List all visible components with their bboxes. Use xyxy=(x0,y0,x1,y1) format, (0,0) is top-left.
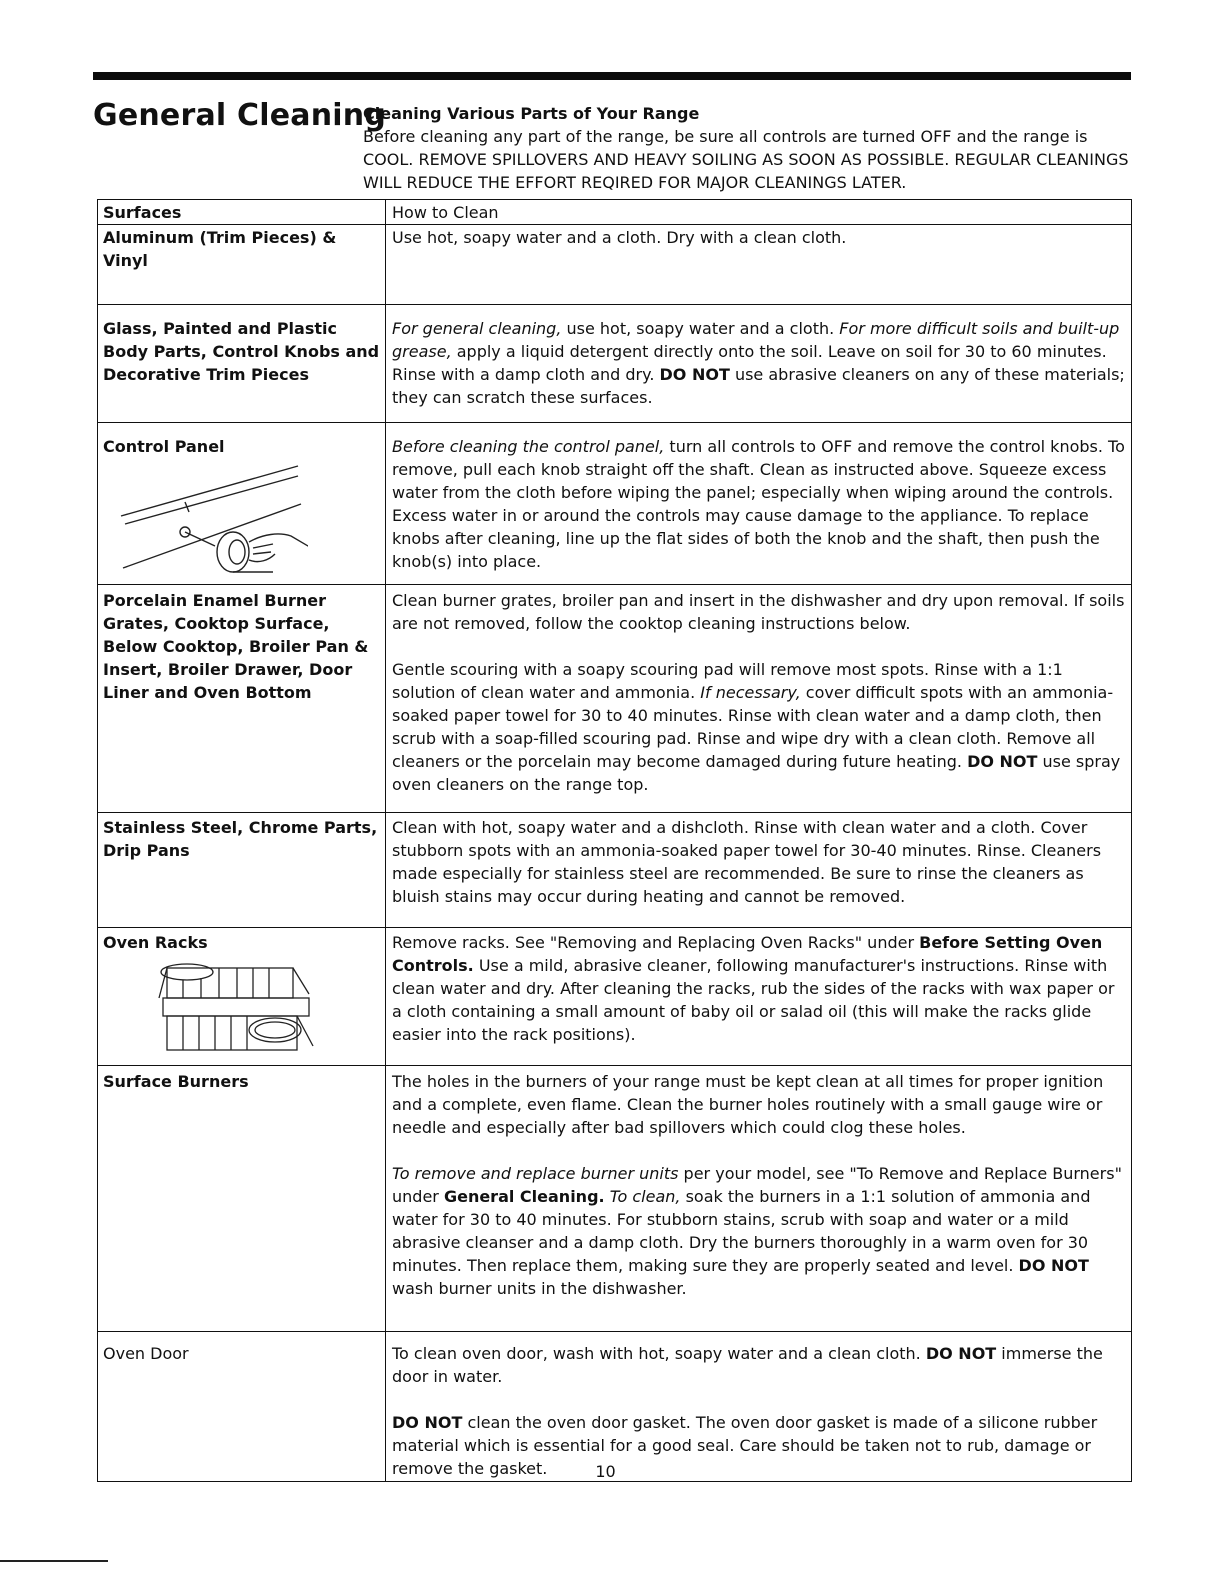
control-panel-illustration xyxy=(103,464,308,582)
how-cell xyxy=(386,813,1132,928)
how-cell xyxy=(386,585,1132,813)
how-cell xyxy=(386,1066,1132,1332)
surface-label: Surface Burners xyxy=(103,1072,249,1091)
paragraph: The holes in the burners of your range must be kept clean at all times for proper ignition and a complete, even flame. Clean the burner holes routinely with a small gauge wire or needle and especially after bad spillovers which could clog these holes. xyxy=(392,1072,1104,1137)
italic-lead: To remove and replace burner units xyxy=(392,1164,679,1183)
table-row xyxy=(98,585,1132,813)
text-run: apply a liquid detergent directly onto the soil. Leave on soil for 30 to 60 minutes. Rinse with a damp cloth and dry. xyxy=(392,342,1107,384)
warning-text: DO NOT xyxy=(659,365,730,384)
surface-label: Control Panel xyxy=(103,437,225,456)
surface-label: Oven Door xyxy=(103,1344,189,1363)
text-run: wash burner units in the dishwasher. xyxy=(392,1279,687,1298)
surface-label: Oven Racks xyxy=(103,933,208,952)
paragraph xyxy=(392,1162,1127,1300)
paragraph: Clean burner grates, broiler pan and insert in the dishwasher and dry upon removal. If soils are not removed, follow the cooktop cleaning instructions below. xyxy=(392,591,1125,633)
text-run: Gentle scouring with a soapy scouring pad will remove most spots. Rinse with a 1:1 solution of clean water and ammonia. xyxy=(392,660,1063,702)
how-cell: Use hot, soapy water and a cloth. Dry with a clean cloth. xyxy=(386,225,1132,305)
text-run: use spray oven cleaners on the range top. xyxy=(392,752,1121,794)
bold-reference: Before Setting Oven Controls. xyxy=(392,933,1103,975)
warning-text: DO NOT xyxy=(925,1344,997,1363)
how-cell xyxy=(386,423,1132,585)
table-row xyxy=(98,1066,1132,1332)
surface-cell xyxy=(98,585,386,813)
text-run: To clean oven door, wash with hot, soapy water and a clean cloth. xyxy=(392,1344,926,1363)
how-cell xyxy=(386,928,1132,1066)
table-row xyxy=(98,1332,1132,1482)
text-run: cover difficult spots with an ammonia-soaked paper towel for 30 to 40 minutes. Rinse with clean water and a damp cloth, then scrub with a soap-filled scouring pad. Rinse and wipe dry with a clean cloth. Remove all cleaners or the porcelain may become damaged during future heating. xyxy=(392,683,1114,771)
italic-lead: To clean, xyxy=(609,1187,681,1206)
italic-lead: If necessary, xyxy=(700,683,801,702)
intro-text: Before cleaning any part of the range, be sure all controls are turned OFF and the range is COOL. REMOVE SPILLOVERS AND HEAVY SOILING AS SOON AS POSSIBLE. REGULAR CLEANINGS WILL REDUCE THE EFFORT REQIRED FOR MAJOR CLEANINGS LATER. xyxy=(363,127,1129,192)
surface-cell xyxy=(98,1066,386,1332)
surface-cell xyxy=(98,1332,386,1482)
text-run: Clean with hot, soapy water and a dishcloth. Rinse with clean water and a cloth. Cover stubborn spots with an ammonia-soaked paper towel for 30-40 minutes. Rinse. Cleaners made especially for stainless steel are recommended. Be sure to rinse the cleaners as bluish stains may occur during heating and cannot be removed. xyxy=(392,818,1102,906)
cleaning-table xyxy=(97,199,1132,1482)
italic-lead: Before cleaning the control panel, xyxy=(392,437,665,456)
intro-block xyxy=(363,102,1131,194)
intro-heading: Cleaning Various Parts of Your Range xyxy=(363,104,700,123)
surface-label: Stainless Steel, Chrome Parts, Drip Pans xyxy=(103,818,378,860)
warning-text: DO NOT xyxy=(967,752,1038,771)
surface-cell xyxy=(98,305,386,423)
how-cell xyxy=(386,305,1132,423)
how-cell xyxy=(386,1332,1132,1482)
page-number: 10 xyxy=(595,1462,616,1481)
paragraph xyxy=(392,658,1127,796)
surface-label: Glass, Painted and Plastic Body Parts, Control Knobs and Decorative Trim Pieces xyxy=(103,319,380,384)
italic-lead: For more difficult soils and built-up grease, xyxy=(392,319,1120,361)
bottom-rule xyxy=(0,1560,108,1562)
table-header-row xyxy=(98,200,1132,225)
text-run: clean the oven door gasket. The oven door gasket is made of a silicone rubber material which is essential for a good seal. Care should be taken not to rub, damage or remove the gasket. xyxy=(392,1413,1098,1478)
paragraph xyxy=(392,1342,1127,1388)
text-run: use abrasive cleaners on any of these materials; they can scratch these surfaces. xyxy=(392,365,1125,407)
surface-cell: Aluminum (Trim Pieces) & Vinyl xyxy=(98,225,386,305)
top-rule xyxy=(93,72,1131,80)
text-run: soak the burners in a 1:1 solution of ammonia and water for 30 to 40 minutes. For stubborn stains, scrub with soap and water or a mild abrasive cleanser and a damp cloth. Dry the burners thoroughly in a warm oven for 30 minutes. Then replace them, making sure they are properly seated and level. xyxy=(392,1187,1091,1275)
surface-cell xyxy=(98,928,386,1066)
surface-cell xyxy=(98,423,386,585)
surface-cell xyxy=(98,813,386,928)
table-row xyxy=(98,813,1132,928)
warning-text: DO NOT xyxy=(1018,1256,1089,1275)
table-row xyxy=(98,305,1132,423)
surface-label: Porcelain Enamel Burner Grates, Cooktop Surface, Below Cooktop, Broiler Pan & Insert, Broiler Drawer, Door Liner and Oven Bottom xyxy=(103,591,369,702)
text-run: immerse the door in water. xyxy=(392,1344,1103,1386)
page-title: General Cleaning xyxy=(93,98,387,133)
col-header-surfaces: Surfaces xyxy=(98,200,386,225)
table-row xyxy=(98,928,1132,1066)
col-header-how-to-clean: How to Clean xyxy=(386,200,1132,225)
table-row xyxy=(98,225,1132,305)
table-row xyxy=(98,423,1132,585)
italic-lead: For general cleaning, xyxy=(392,319,562,338)
text-run: Use a mild, abrasive cleaner, following manufacturer's instructions. Rinse with clean water and dry. After cleaning the racks, rub the sides of the racks with wax paper or a cloth containing a small amount of baby oil or salad oil (this will make the racks glide easier into the rack positions). xyxy=(392,956,1115,1044)
text-run: use hot, soapy water and a cloth. xyxy=(561,319,840,338)
text-run: per your model, see "To Remove and Replace Burners" under xyxy=(392,1164,1122,1206)
bold-reference: General Cleaning. xyxy=(443,1187,605,1206)
text-run: turn all controls to OFF and remove the control knobs. To remove, pull each knob straight off the shaft. Clean as instructed above. Squeeze excess water from the cloth before wiping the panel; especially when wiping around the controls. Excess water in or around the controls may cause damage to the appliance. To replace knobs after cleaning, line up the flat sides of both the knob and the shaft, then push the knob(s) into place. xyxy=(392,437,1125,571)
warning-text: DO NOT xyxy=(392,1413,463,1432)
text-run: Remove racks. See "Removing and Replacing Oven Racks" under xyxy=(392,933,920,952)
oven-racks-illustration xyxy=(153,958,343,1054)
